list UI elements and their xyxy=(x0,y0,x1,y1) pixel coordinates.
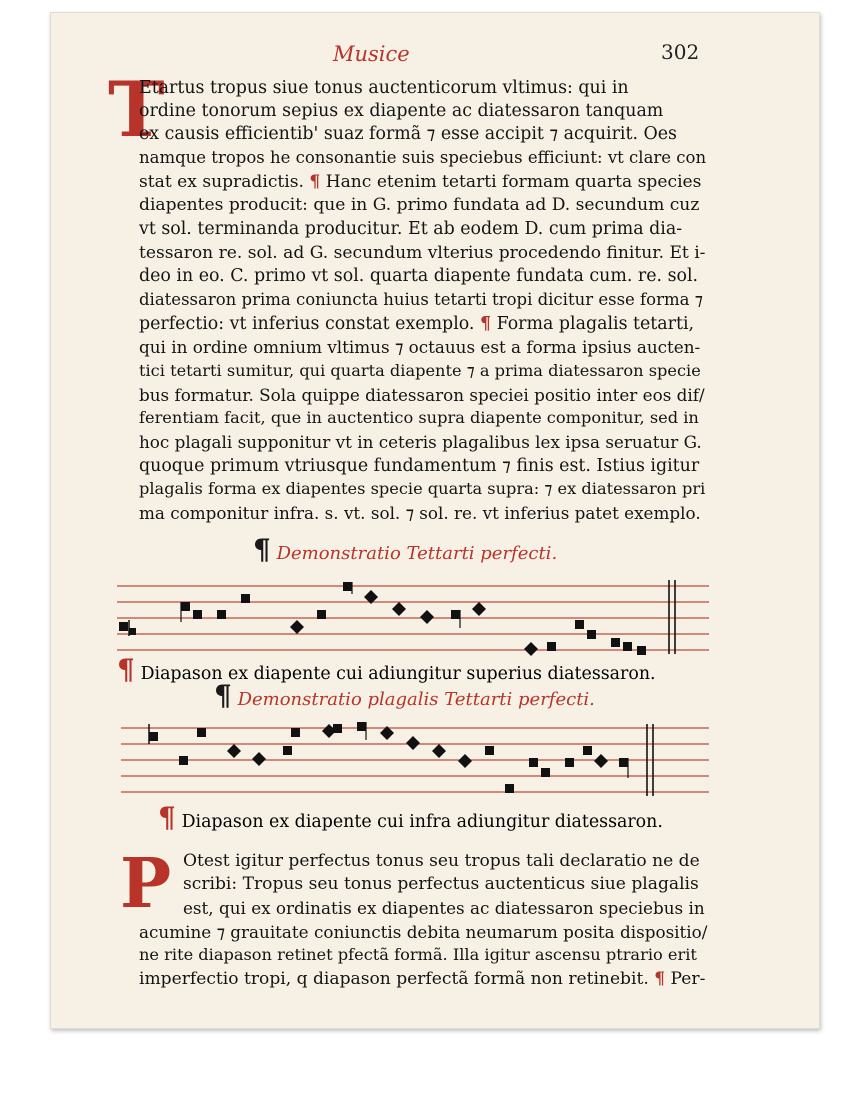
text-line: quoque primum vtriusque fundamentum ⁊ finis est. Istius igitur xyxy=(139,456,700,476)
running-head: Musice xyxy=(333,42,410,66)
example-2-heading-row xyxy=(214,679,595,712)
drop-initial-t: T xyxy=(108,65,165,154)
text-line: diapentes producit: que in G. primo fundata ad D. secundum cuz xyxy=(139,195,700,215)
example-1-heading: Demonstratio Tettarti perfecti. xyxy=(276,543,558,564)
paragraph-mark: ¶ xyxy=(253,533,271,566)
text-line: ma componitur infra. s. vt. sol. ⁊ sol. re. vt inferius patet exemplo. xyxy=(139,503,701,523)
text-line: Etartus tropus siue tonus auctenticorum vltimus: qui in xyxy=(139,78,629,98)
text-line: namque tropos he consonantie suis speciebus efficiunt: vt clare con xyxy=(139,148,707,167)
paragraph-mark: ¶ xyxy=(158,801,176,834)
example-2-caption: Diapason ex diapente cui infra adiungitur diatessaron. xyxy=(181,812,663,832)
example-1-caption-row xyxy=(117,653,656,686)
text-line: deo in eo. C. primo vt sol. quarta diapente fundata cum. re. sol. xyxy=(139,266,699,286)
paragraph-mark: ¶ xyxy=(654,969,666,989)
text-line: vt sol. terminanda producitur. Et ab eodem D. cum prima dia- xyxy=(139,219,683,239)
text-line: ne rite diapason retinet pfectã formã. Illa igitur ascensu ptrario erit xyxy=(139,945,697,964)
text-line: qui in ordine omnium vltimus ⁊ octauus est a forma ipsius aucten- xyxy=(139,337,701,357)
text-line: acumine ⁊ grauitate coniunctis debita neumarum posita dispositio/ xyxy=(139,922,708,942)
text-line: bus formatur. Sola quippe diatessaron speciei positio inter eos dif/ xyxy=(139,385,705,405)
drop-initial-p: P xyxy=(120,844,172,924)
paragraph-mark: ¶ xyxy=(479,314,492,334)
paragraph-mark: ¶ xyxy=(309,172,321,192)
paragraph-mark: ¶ xyxy=(214,679,232,712)
text-line: stat ex supradictis. xyxy=(139,172,304,192)
example-1-caption: Diapason ex diapente cui adiungitur superius diatessaron. xyxy=(140,664,656,684)
text-line: tici tetarti sumitur, qui quarta diapente ⁊ a prima diatessaron specie xyxy=(139,361,701,380)
example-2-caption-row xyxy=(158,801,663,834)
text-line: plagalis forma ex diapentes specie quarta supra: ⁊ ex diatessaron pri xyxy=(139,479,706,498)
example-2-heading: Demonstratio plagalis Tettarti perfecti. xyxy=(237,689,595,710)
text-line: Hanc etenim tetarti formam quarta species xyxy=(325,172,702,192)
text-line: ex causis efficientib' suaz formã ⁊ esse accipit ⁊ acquirit. Oes xyxy=(139,124,677,144)
music-staff-1 xyxy=(117,580,717,660)
text-line: hoc plagali supponitur vt in ceteris plagalibus lex ipsa seruatur G. xyxy=(139,432,702,452)
paragraph-mark: ¶ xyxy=(117,653,135,686)
music-staff-2 xyxy=(121,722,721,802)
text-line: perfectio: vt inferius constat exemplo. xyxy=(139,314,475,334)
example-1-heading-row xyxy=(253,533,558,566)
text-line: est, qui ex ordinatis ex diapentes ac diatessaron speciebus in xyxy=(183,898,705,918)
text-line: imperfectio tropi, q diapason perfectã formã non retinebit. xyxy=(139,969,649,989)
text-line: ferentiam facit, que in auctentico supra diapente componitur, sed in xyxy=(139,408,699,427)
text-line: ordine tonorum sepius ex diapente ac diatessaron tanquam xyxy=(139,101,664,121)
text-line: Per- xyxy=(670,969,706,989)
text-line: tessaron re. sol. ad G. secundum vlterius procedendo finitur. Et i- xyxy=(139,243,706,263)
text-line: diatessaron prima coniuncta huius tetarti tropi dicitur esse forma ⁊ xyxy=(139,290,703,309)
text-line: Forma plagalis tetarti, xyxy=(496,314,695,334)
folio-number: 302 xyxy=(661,40,700,64)
text-line: Otest igitur perfectus tonus seu tropus tali declaratio ne de xyxy=(183,851,700,871)
text-line: scribi: Tropus seu tonus perfectus auctenticus siue plagalis xyxy=(183,874,699,894)
